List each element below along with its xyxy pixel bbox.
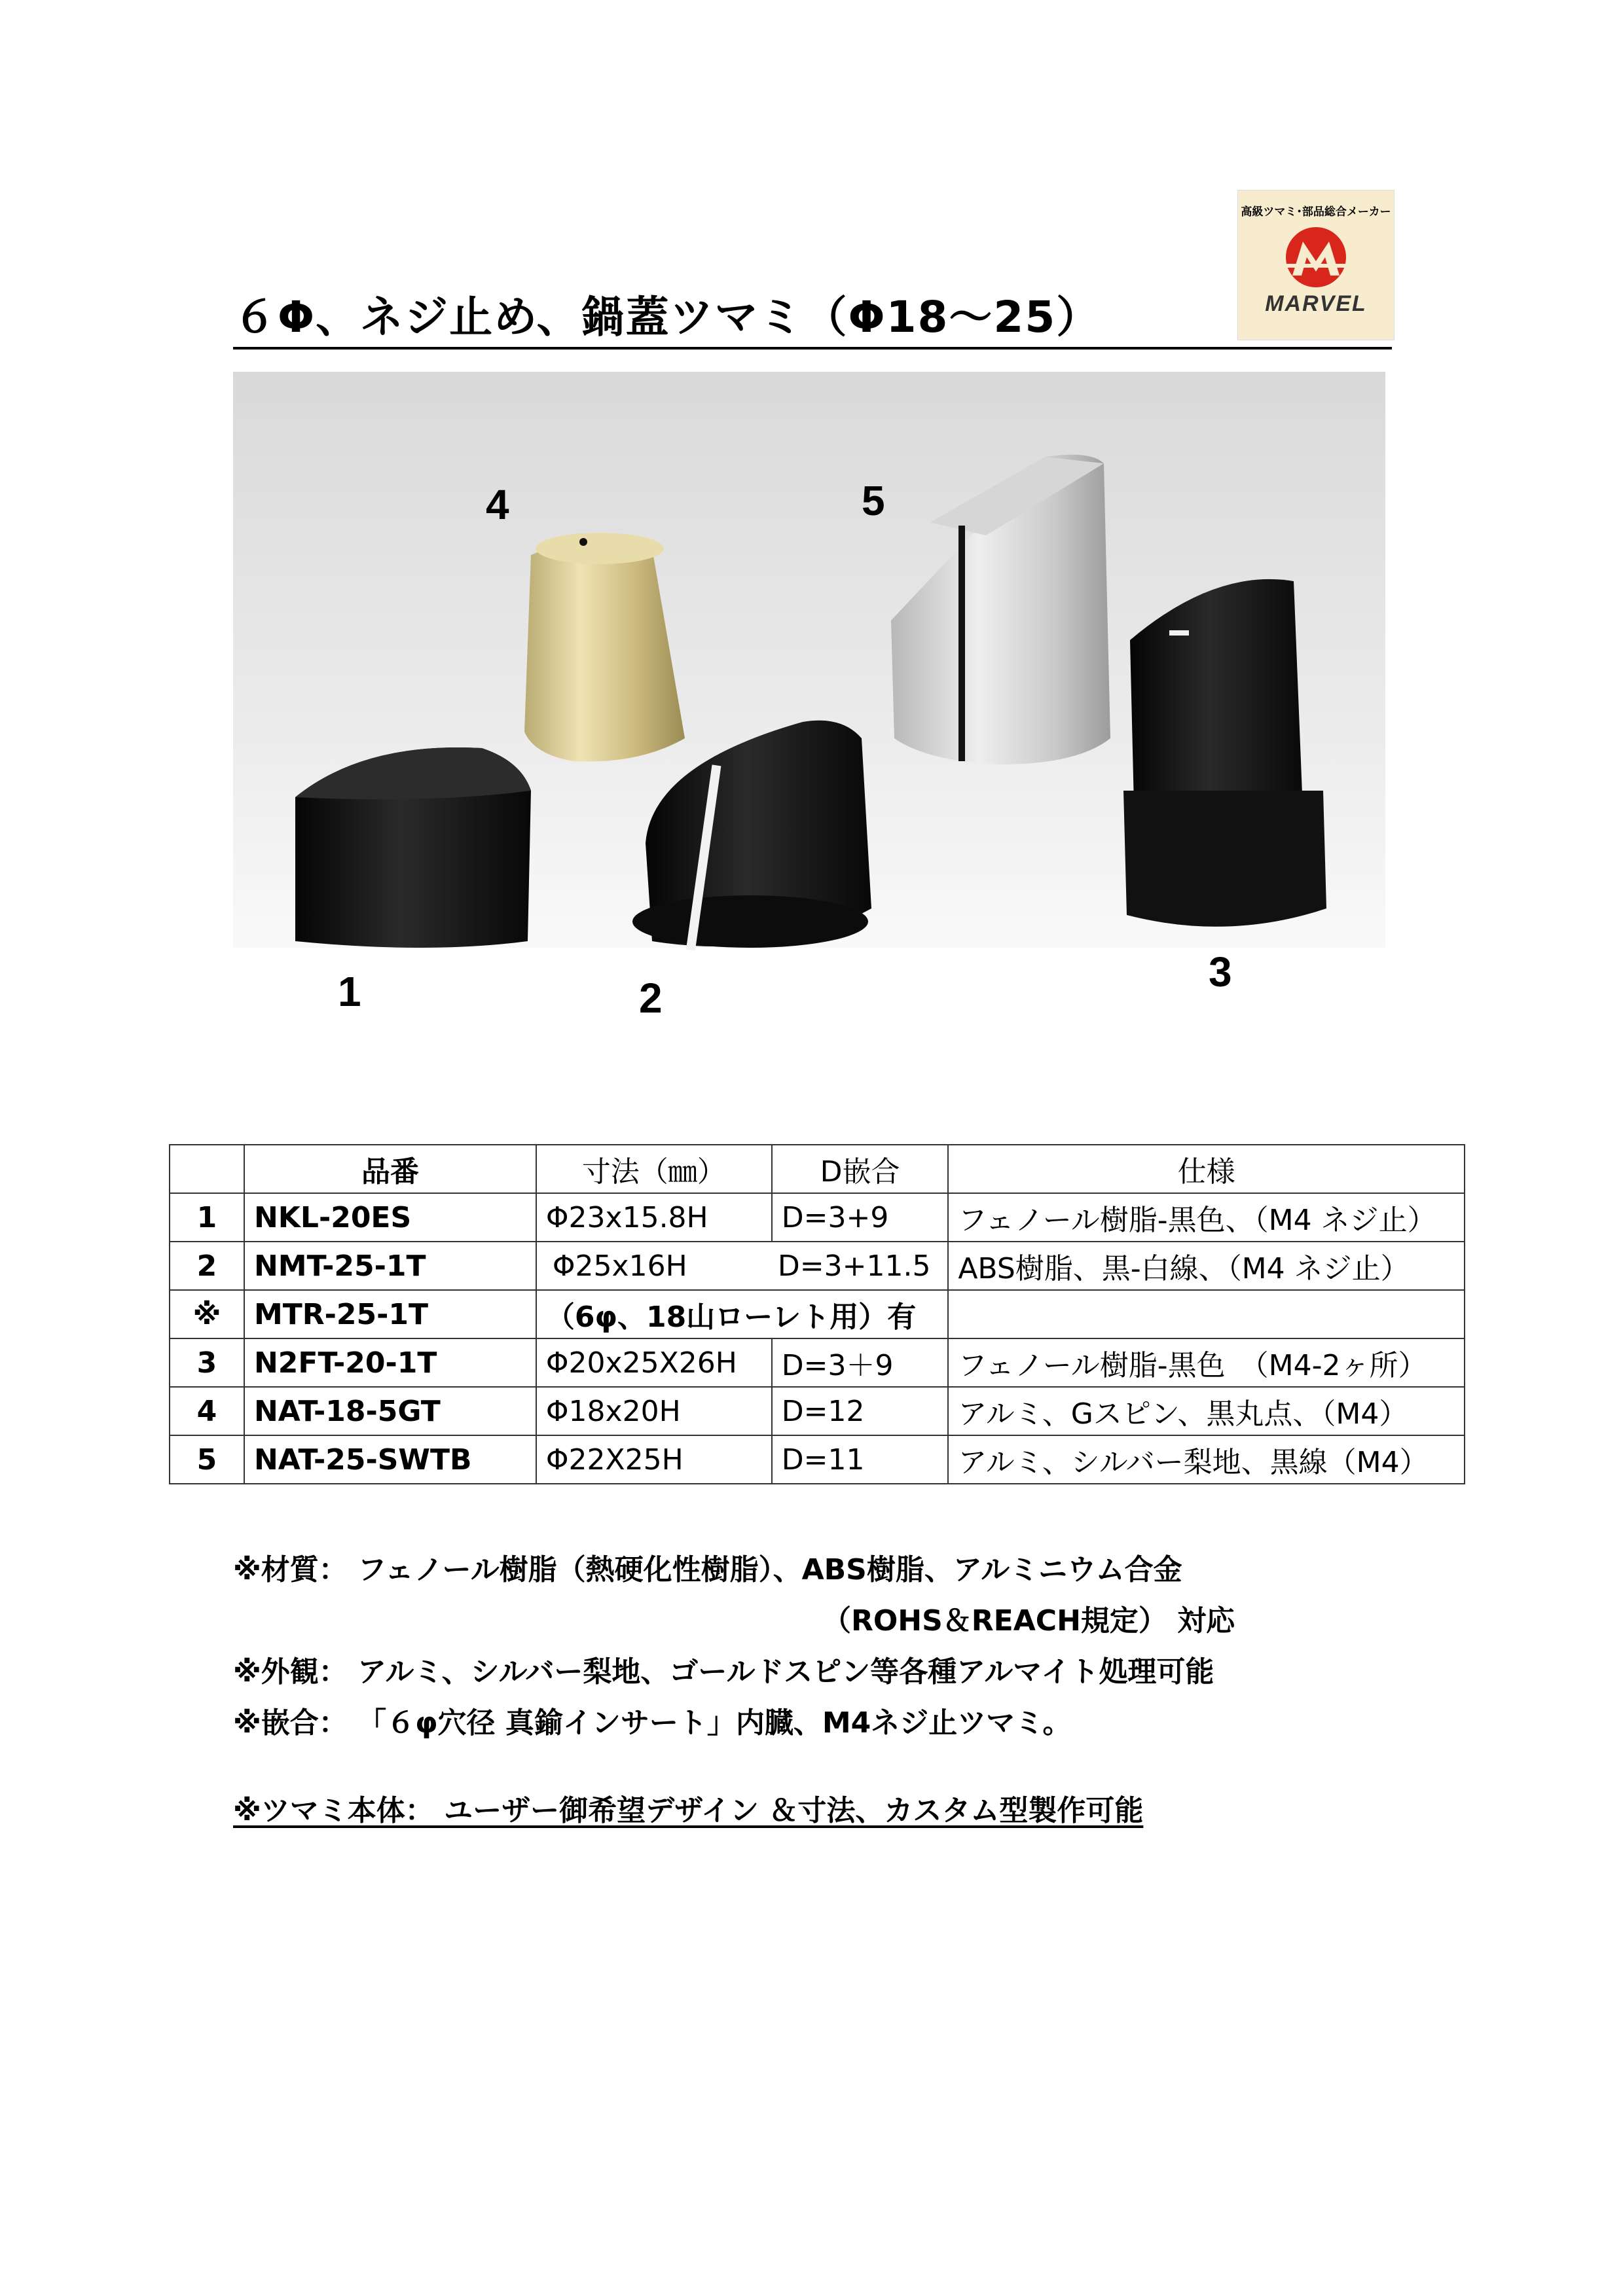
logo-brand: MARVEL — [1265, 291, 1367, 316]
notes-section — [233, 1545, 1477, 1837]
header-spec: 仕様 — [948, 1145, 1465, 1193]
note-custom: ※ツマミ本体： ユーザー御希望デザイン ＆寸法、カスタム型製作可能 — [233, 1794, 1144, 1827]
table-row: 5 NAT-25-SWTB Φ22X25H D=11 アルミ、シルバー梨地、黒線（M4） — [170, 1435, 1465, 1484]
page-title: ６Φ、ネジ止め、鍋蓋ツマミ（Φ18～25） — [233, 288, 1392, 350]
table-row: 3 N2FT-20-1T Φ20x25X26H D=3＋9 フェノール樹脂-黒色 （M4-2ヶ所） — [170, 1338, 1465, 1387]
table-header-row — [170, 1145, 1465, 1193]
header-fitting: D嵌合 — [772, 1145, 949, 1193]
knob-1-image — [295, 747, 531, 948]
product-photo — [233, 372, 1385, 1039]
header-dimensions: 寸法（㎜） — [536, 1145, 772, 1193]
table-row: 2 NMT-25-1T Φ25x16H D=3+11.5 ABS樹脂、黒-白線、（M4 ネジ止） — [170, 1242, 1465, 1290]
note-material: ※材質： フェノール樹脂（熱硬化性樹脂）、ABS樹脂、アルミニウム合金 — [233, 1553, 1182, 1587]
note-fitting: ※嵌合： 「６φ穴径 真鍮インサート」内臓、M4ネジ止ツマミ。 — [233, 1706, 1072, 1740]
logo-tagline: 高級ツマミ･部品総合メーカー — [1241, 206, 1391, 219]
note-material-cont: （ROHS＆REACH規定） 対応 — [822, 1604, 1235, 1638]
knob-label-3: 3 — [1209, 948, 1232, 996]
merged-dim-fit: Φ25x16H D=3+11.5 — [536, 1242, 948, 1290]
table-row: 4 NAT-18-5GT Φ18x20H D=12 アルミ、Gスピン、黒丸点、（M4） — [170, 1387, 1465, 1435]
table-row: ※ MTR-25-1T （6φ、18山ローレト用）有 — [170, 1290, 1465, 1338]
knob-label-4: 4 — [486, 481, 509, 528]
knob-label-1: 1 — [338, 968, 361, 1015]
knob-label-5: 5 — [862, 477, 885, 524]
header-part-number: 品番 — [244, 1145, 536, 1193]
table-row: 1 NKL-20ES Φ23x15.8H D=3+9 フェノール樹脂-黒色、（M4 ネジ止） — [170, 1193, 1465, 1242]
note-appearance: ※外観： アルミ、シルバー梨地、ゴールドスピン等各種アルマイト処理可能 — [233, 1655, 1214, 1689]
marvel-m-icon — [1277, 224, 1355, 290]
marvel-logo — [1237, 190, 1395, 340]
header-no — [170, 1145, 244, 1193]
knob-label-2: 2 — [639, 975, 663, 1022]
spec-table — [169, 1144, 1465, 1484]
